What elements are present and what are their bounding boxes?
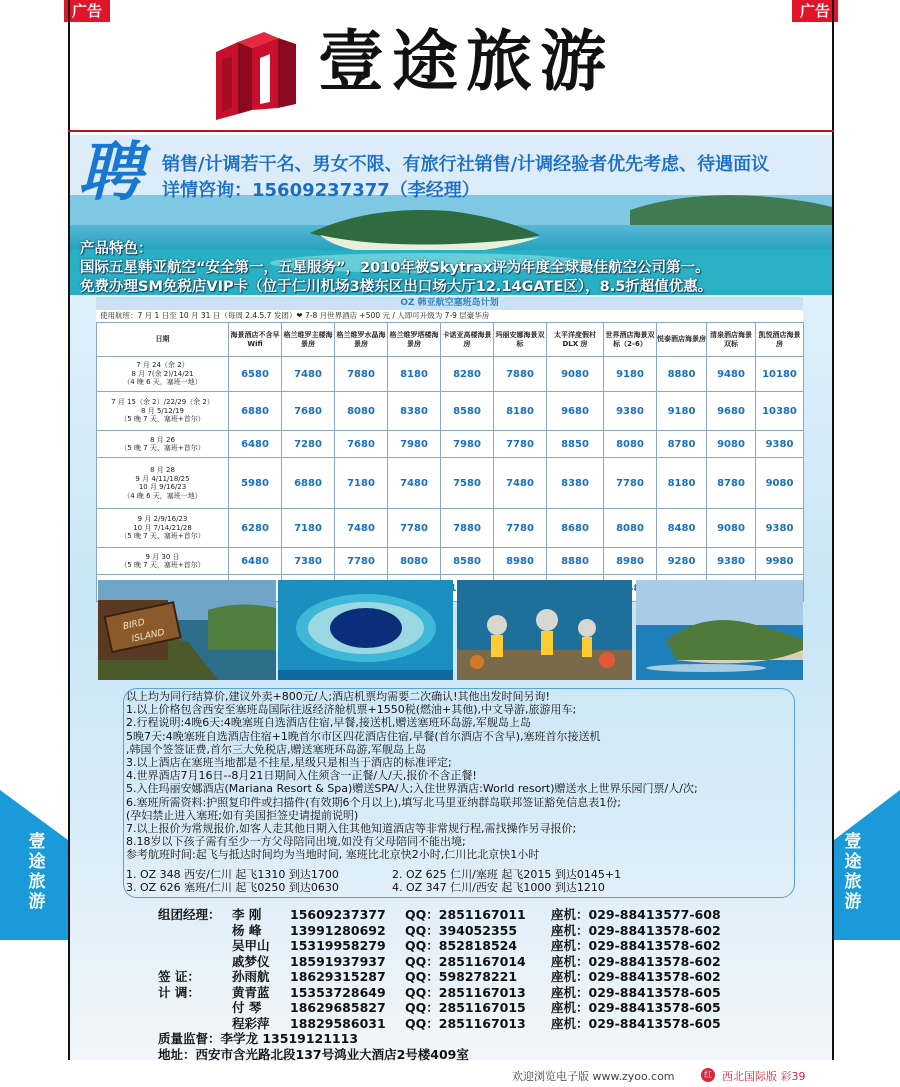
date-line: （5 晚 7 天，塞班+首尔） xyxy=(120,415,205,424)
price-cell: 7480 xyxy=(388,458,441,509)
price-cell: 5980 xyxy=(229,458,282,509)
date-line: 9 月 2/9/16/23 xyxy=(137,515,188,524)
note-line: 参考航班时间:起飞与抵达时间均为当地时间, 塞班比北京快2小时,仁川比北京快1小时 xyxy=(126,848,540,862)
price-cell: 7180 xyxy=(282,509,335,548)
price-cell: 9380 xyxy=(707,548,756,575)
price-table xyxy=(96,322,804,602)
price-cell: 9480 xyxy=(707,357,756,392)
contact-mobile: 18829586031 xyxy=(290,1015,386,1031)
flight-2: 2. OZ 625 仁川/塞班 起飞2015 到达0145+1 xyxy=(392,868,622,881)
contact-name: 吴甲山 xyxy=(232,938,270,953)
price-cell: 8680 xyxy=(547,509,604,548)
contact-mobile: 18629315287 xyxy=(290,969,386,984)
table-header-cell: 日期 xyxy=(97,323,229,357)
table-row xyxy=(97,548,804,575)
note-line: 1.以上价格包含西安至塞班岛国际往返经济舱机票+1550税(燃油+其他),中文导游,旅游用车; xyxy=(126,703,577,717)
price-cell: 9680 xyxy=(547,392,604,431)
contact-tel: 座机：029-88413578-602 xyxy=(551,922,721,938)
price-cell: 8980 xyxy=(604,548,657,575)
contact-row xyxy=(158,1015,721,1032)
recruit-line-2: 详情咨询：15609237377（李经理） xyxy=(162,180,480,201)
price-cell: 8080 xyxy=(335,392,388,431)
features-line-1: 国际五星韩亚航空“安全第一，五星服务”，2010年被Skytrax评为年度全球最佳航空公司第一。 xyxy=(80,260,710,276)
date-line: 8 月 28 xyxy=(150,466,175,474)
price-cell: 8780 xyxy=(707,458,756,509)
price-cell: 7680 xyxy=(282,392,335,431)
date-line: 9 月 30 日 xyxy=(145,552,180,561)
table-header-cell: 海景酒店不含早Wifi xyxy=(229,323,282,357)
price-cell: 7880 xyxy=(441,509,494,548)
price-cell: 9080 xyxy=(756,458,804,509)
price-cell: 9080 xyxy=(547,357,604,392)
price-cell: 8850 xyxy=(547,431,604,458)
flight-1: 1. OZ 348 西安/仁川 起飞1310 到达1700 xyxy=(126,868,339,881)
photo-coast xyxy=(636,580,803,680)
price-cell: 8080 xyxy=(388,548,441,575)
contact-row xyxy=(158,907,721,923)
price-cell: 7480 xyxy=(494,458,547,509)
price-cell: 8180 xyxy=(388,357,441,392)
recruit-char: 聘 xyxy=(78,135,142,210)
table-header-row xyxy=(97,323,804,357)
price-cell: 6880 xyxy=(282,458,335,509)
contact-row xyxy=(158,1000,721,1016)
side-brand-left: 壹 途 旅 游 xyxy=(28,832,46,912)
table-row xyxy=(97,509,804,548)
contact-qq: QQ：852818524 xyxy=(405,938,518,953)
photo-blue-hole xyxy=(278,580,453,680)
price-cell: 8380 xyxy=(388,392,441,431)
price-cell: 6480 xyxy=(229,548,282,575)
photo-strip xyxy=(98,580,803,680)
price-cell: 6280 xyxy=(229,509,282,548)
contact-mobile: 13991280692 xyxy=(290,922,386,938)
date-cell xyxy=(97,458,229,509)
contact-role: 组团经理： xyxy=(158,907,221,922)
table-row xyxy=(97,458,804,509)
date-line: （4 晚 6 天，塞班一地） xyxy=(123,491,202,500)
table-body xyxy=(97,357,804,602)
table-header-cell: 凯悦酒店海景房 xyxy=(756,323,804,357)
date-line: （5 晚 7 天，塞班+首尔） xyxy=(120,561,205,569)
price-cell: 6480 xyxy=(229,431,282,458)
price-cell: 10180 xyxy=(756,357,804,392)
features-line-2: 免费办理SM免税店VIP卡（位于仁川机场3楼东区出口场大厅12.14GATE区），8.5折超值优惠。 xyxy=(80,279,713,295)
contact-tel: 座机：029-88413578-602 xyxy=(551,938,721,953)
price-cell: 8780 xyxy=(657,431,707,458)
price-cell: 9380 xyxy=(756,509,804,548)
price-cell: 8180 xyxy=(494,392,547,431)
price-cell: 7780 xyxy=(494,509,547,548)
note-line: ,韩国个签签证费,首尔三大免税店,赠送塞班环岛游,军舰岛上岛 xyxy=(126,742,426,756)
price-cell: 8980 xyxy=(494,548,547,575)
contact-qq: QQ：2851167013 xyxy=(405,1015,526,1031)
recruit-info xyxy=(162,152,769,204)
table-header-cell: 悦泰酒店海景房 xyxy=(657,323,707,357)
table-header-cell: 格兰维罗水晶海景房 xyxy=(335,323,388,357)
features-title: 产品特色： xyxy=(80,241,153,257)
contact-list xyxy=(158,907,721,1062)
table-header-cell: 玛丽安娜海景双标 xyxy=(494,323,547,357)
price-cell: 8280 xyxy=(441,357,494,392)
date-line: 9 月 4/11/18/25 xyxy=(135,474,190,483)
date-cell xyxy=(97,357,229,392)
price-cell: 7380 xyxy=(282,548,335,575)
contact-qq: QQ：394052355 xyxy=(405,922,518,938)
table-header-cell: 清泉酒店海景双标 xyxy=(707,323,756,357)
date-line: 7 月 15（余 2）/22/29（余 2） xyxy=(111,398,214,407)
flight-4: 4. OZ 347 仁川/西安 起飞1000 到达1210 xyxy=(392,881,605,894)
price-cell: 8580 xyxy=(441,548,494,575)
contact-tel: 座机：029-88413578-605 xyxy=(551,1000,721,1015)
price-cell: 8180 xyxy=(657,458,707,509)
contact-tel: 座机：029-88413578-602 xyxy=(551,953,721,969)
contact-qq: QQ：598278221 xyxy=(405,969,518,984)
price-cell: 10380 xyxy=(756,392,804,431)
contact-name: 杨 峰 xyxy=(232,922,262,938)
contact-qq: QQ：2851167013 xyxy=(405,984,526,1000)
table-header-cell: 格兰维罗主楼海景房 xyxy=(282,323,335,357)
contact-tel: 座机：029-88413577-608 xyxy=(551,907,721,922)
date-line: 7 月 24（余 2） xyxy=(136,361,189,370)
price-cell: 9080 xyxy=(707,509,756,548)
note-line: (孕妇禁止进入塞班;如有美国拒签史请提前说明) xyxy=(126,808,359,822)
note-line: 7.以上报价为常规报价,如客人走其他日期入住其他知道酒店等非常规行程,需找操作另寻报价; xyxy=(126,822,577,836)
price-cell: 7780 xyxy=(335,548,388,575)
side-band-right xyxy=(834,790,900,940)
contact-tel: 座机：029-88413578-605 xyxy=(551,984,721,1000)
contact-qq: QQ：2851167015 xyxy=(405,1000,526,1015)
price-cell: 9380 xyxy=(756,431,804,458)
product-features xyxy=(80,240,712,297)
sign-word-1: BIRD xyxy=(122,617,146,633)
header-divider xyxy=(68,130,834,132)
price-cell: 8880 xyxy=(657,357,707,392)
date-line: 10 月 7/14/21/28 xyxy=(133,523,192,532)
price-cell: 7480 xyxy=(282,357,335,392)
footer-edition: 西北国际版 彩39 xyxy=(722,1070,806,1083)
contact-mobile: 18629685827 xyxy=(290,1000,386,1015)
date-line: 8 月 26 xyxy=(150,435,175,444)
contact-role: 计 调： xyxy=(158,984,200,1000)
contact-mobile: 15319958279 xyxy=(290,938,386,953)
quality-supervisor: 质量监督：李学龙 13519121113 xyxy=(158,1031,359,1046)
price-cell: 9680 xyxy=(707,392,756,431)
note-line: 4.世界酒店7月16日--8月21日期间入住须含一正餐/人/天,报价不含正餐! xyxy=(126,769,477,783)
price-cell: 8480 xyxy=(657,509,707,548)
note-line: 3.以上酒店在塞班当地都是不挂星,星级只是相当于酒店的标准评定; xyxy=(126,756,452,770)
sign-word-2: ISLAND xyxy=(130,627,166,645)
contact-name: 黄青蓝 xyxy=(232,984,270,1000)
price-cell: 9380 xyxy=(604,392,657,431)
address: 地址：西安市含光路北段137号鸿业大酒店2号楼409室 xyxy=(158,1046,469,1062)
contact-qq: QQ：2851167014 xyxy=(405,953,526,969)
table-row xyxy=(97,357,804,392)
price-cell: 8580 xyxy=(441,392,494,431)
price-cell: 7680 xyxy=(335,431,388,458)
price-cell: 9980 xyxy=(756,548,804,575)
contact-name: 李 刚 xyxy=(232,907,262,922)
contact-qq: QQ：2851167011 xyxy=(405,907,526,922)
price-cell: 7880 xyxy=(494,357,547,392)
contact-tel: 座机：029-88413578-605 xyxy=(551,1015,721,1031)
price-cell: 9180 xyxy=(604,357,657,392)
price-cell: 8080 xyxy=(604,431,657,458)
photo-underwater xyxy=(457,580,632,680)
price-cell: 9180 xyxy=(657,392,707,431)
price-cell: 7480 xyxy=(335,509,388,548)
date-line: （4 晚 6 天，塞班一地） xyxy=(123,378,202,387)
ad-tag-right: 广告 xyxy=(792,0,838,22)
price-cell: 7780 xyxy=(604,458,657,509)
photo-bird-island xyxy=(98,580,276,680)
date-cell xyxy=(97,431,229,458)
note-line: 5.入住玛丽安娜酒店(Mariana Resort & Spa)赠送SPA/人;入住世界酒店:World resort)赠送水上世界乐园门票/人/次; xyxy=(126,782,698,796)
date-line: 8 月 5/12/19 xyxy=(141,406,184,415)
table-row xyxy=(97,431,804,458)
table-header-cell: 卡诺亚高楼海景房 xyxy=(441,323,494,357)
price-cell: 7180 xyxy=(335,458,388,509)
contact-name: 戚梦仪 xyxy=(232,953,270,969)
date-cell xyxy=(97,392,229,431)
table-row xyxy=(97,392,804,431)
note-line: 2.行程说明:4晚6天:4晚塞班自选酒店住宿,早餐,接送机,赠送塞班环岛游,军舰岛上岛 xyxy=(126,716,531,730)
price-cell: 9280 xyxy=(657,548,707,575)
note-line: 5晚7天:4晚塞班自选酒店住宿+1晚首尔市区四花酒店住宿,早餐(首尔酒店不含早),塞班首尔接送机 xyxy=(126,729,601,743)
price-cell: 8880 xyxy=(547,548,604,575)
price-cell: 7780 xyxy=(494,431,547,458)
price-cell: 7980 xyxy=(441,431,494,458)
note-line: 6.塞班所需资料:护照复印件或扫描件(有效期6个月以上),填写北马里亚纳群岛联邦签证豁免信息表1份; xyxy=(126,795,621,809)
price-cell: 7880 xyxy=(335,357,388,392)
contact-row xyxy=(158,953,721,970)
price-cell: 9080 xyxy=(707,431,756,458)
table-header-cell: 世界酒店海景双标（2-6） xyxy=(604,323,657,357)
table-subtitle: 使用航班：7 月 1 日至 10 月 31 日（每周 2.4.5.7 发团）❤ 7-8 月世界酒店 +500 元 / 人即可升级为 7-9 层豪华房 xyxy=(96,310,803,322)
price-cell: 7780 xyxy=(388,509,441,548)
price-cell: 7280 xyxy=(282,431,335,458)
notes-list xyxy=(126,690,796,862)
price-cell: 8080 xyxy=(604,509,657,548)
contact-mobile: 15353728649 xyxy=(290,984,386,1000)
table-header-cell: 格兰维罗塔楼海景房 xyxy=(388,323,441,357)
date-line: 10 月 9/16/23 xyxy=(138,483,187,491)
ad-tag-left: 广告 xyxy=(64,0,110,22)
contact-name: 付 琴 xyxy=(232,1000,262,1015)
table-header-cell: 太平洋度假村DLX 房 xyxy=(547,323,604,357)
side-brand-right: 壹 途 旅 游 xyxy=(844,832,862,912)
date-cell xyxy=(97,509,229,548)
price-cell: 6580 xyxy=(229,357,282,392)
recruit-line-1: 销售/计调若干名、男女不限、有旅行社销售/计调经验者优先考虑、待遇面议 xyxy=(162,154,770,175)
brand-name: 壹途旅游 xyxy=(318,23,614,100)
price-cell: 7580 xyxy=(441,458,494,509)
date-line: 8 月 7(余 2)/14/21 xyxy=(131,369,194,378)
footer-website: 欢迎浏览电子版 www.zyoo.com xyxy=(512,1070,675,1083)
price-cell: 6880 xyxy=(229,392,282,431)
contact-row xyxy=(158,984,721,1001)
contact-name: 孙雨航 xyxy=(232,969,270,984)
side-band-left xyxy=(0,790,68,940)
table-title: OZ 韩亚航空塞班岛计划 xyxy=(96,297,803,310)
note-line: 以上均为同行结算价,建议外卖+800元/人;酒店机票均需要二次确认!其他出发时间另询! xyxy=(126,690,550,703)
contact-name: 程彩萍 xyxy=(232,1015,270,1031)
contact-tel: 座机：029-88413578-602 xyxy=(551,969,721,984)
brand-logo-mark xyxy=(208,22,304,122)
contact-row xyxy=(158,922,721,939)
date-cell xyxy=(97,548,229,575)
flight-3: 3. OZ 626 塞班/仁川 起飞0250 到达0630 xyxy=(126,881,339,894)
price-cell: 8380 xyxy=(547,458,604,509)
price-cell: 7980 xyxy=(388,431,441,458)
contact-row xyxy=(158,969,721,985)
contact-row xyxy=(158,938,721,954)
contact-role: 签 证： xyxy=(158,969,200,984)
note-line: 8.18岁以下孩子需有至少一方父母陪同出境,如没有父母陪同不能出境; xyxy=(126,835,466,849)
date-line: （5 晚 7 天，塞班+首尔） xyxy=(120,532,205,541)
date-line: （5 晚 7 天，塞班+首尔） xyxy=(120,444,205,452)
footer-badge: 红 xyxy=(701,1068,715,1082)
contact-mobile: 15609237377 xyxy=(290,907,386,922)
contact-mobile: 18591937937 xyxy=(290,953,386,969)
